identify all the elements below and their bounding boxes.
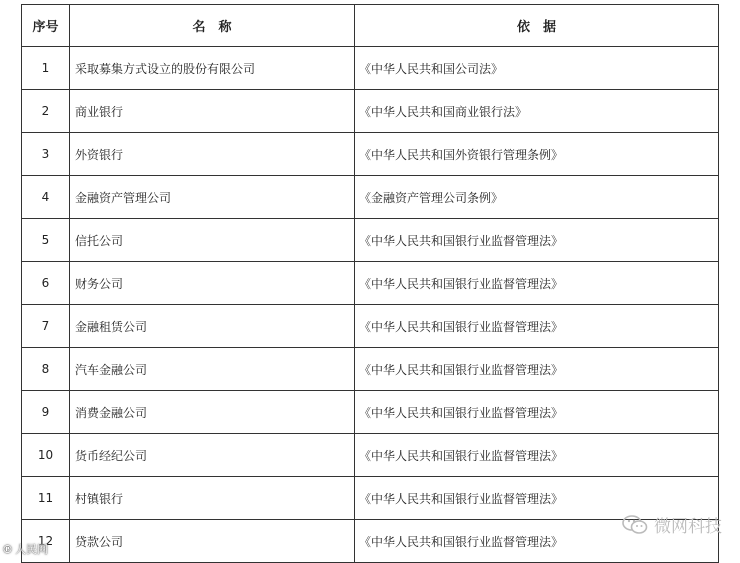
table-row: [22, 262, 719, 305]
table-row: [22, 348, 719, 391]
row-basis: 《金融资产管理公司条例》: [355, 176, 719, 219]
row-index: 2: [22, 90, 70, 133]
row-basis: 《中华人民共和国银行业监督管理法》: [355, 348, 719, 391]
row-index: 9: [22, 391, 70, 434]
table-row: [22, 90, 719, 133]
row-index: 3: [22, 133, 70, 176]
header-name: 名 称: [70, 5, 355, 47]
table-row: [22, 133, 719, 176]
row-name: 外资银行: [70, 133, 355, 176]
row-name: 信托公司: [70, 219, 355, 262]
row-index: 12: [22, 520, 70, 563]
row-index: 8: [22, 348, 70, 391]
row-index: 5: [22, 219, 70, 262]
header-index: 序号: [22, 5, 70, 47]
row-basis: 《中华人民共和国银行业监督管理法》: [355, 477, 719, 520]
row-basis: 《中华人民共和国银行业监督管理法》: [355, 391, 719, 434]
row-basis: 《中华人民共和国外资银行管理条例》: [355, 133, 719, 176]
row-name: 消费金融公司: [70, 391, 355, 434]
row-basis: 《中华人民共和国银行业监督管理法》: [355, 434, 719, 477]
wechat-icon: [622, 515, 648, 535]
table-row: [22, 477, 719, 520]
row-name: 商业银行: [70, 90, 355, 133]
table-row: [22, 520, 719, 563]
people-logo-icon: ℗: [2, 543, 13, 556]
header-basis: 依 据: [355, 5, 719, 47]
row-basis: 《中华人民共和国公司法》: [355, 47, 719, 90]
row-basis: 《中华人民共和国银行业监督管理法》: [355, 262, 719, 305]
row-basis: 《中华人民共和国银行业监督管理法》: [355, 305, 719, 348]
row-basis: 《中华人民共和国银行业监督管理法》: [355, 520, 719, 563]
table-row: [22, 391, 719, 434]
row-name: 采取募集方式设立的股份有限公司: [70, 47, 355, 90]
row-index: 6: [22, 262, 70, 305]
row-index: 7: [22, 305, 70, 348]
watermark-right-text: 微网科技: [654, 517, 722, 537]
row-index: 10: [22, 434, 70, 477]
watermark-right: [622, 512, 722, 537]
row-basis: 《中华人民共和国银行业监督管理法》: [355, 219, 719, 262]
table-row: [22, 434, 719, 477]
row-name: 财务公司: [70, 262, 355, 305]
table-row: [22, 219, 719, 262]
watermark-left-text: 人民网: [15, 543, 48, 556]
watermark-left: [2, 541, 48, 557]
table-row: [22, 176, 719, 219]
row-name: 村镇银行: [70, 477, 355, 520]
row-name: 货币经纪公司: [70, 434, 355, 477]
row-name: 贷款公司: [70, 520, 355, 563]
row-basis: 《中华人民共和国商业银行法》: [355, 90, 719, 133]
row-index: 1: [22, 47, 70, 90]
row-index: 4: [22, 176, 70, 219]
table-header-row: [22, 5, 719, 47]
row-name: 金融租赁公司: [70, 305, 355, 348]
row-index: 11: [22, 477, 70, 520]
institutions-table: [21, 4, 719, 563]
row-name: 金融资产管理公司: [70, 176, 355, 219]
table-row: [22, 305, 719, 348]
row-name: 汽车金融公司: [70, 348, 355, 391]
table-row: [22, 47, 719, 90]
